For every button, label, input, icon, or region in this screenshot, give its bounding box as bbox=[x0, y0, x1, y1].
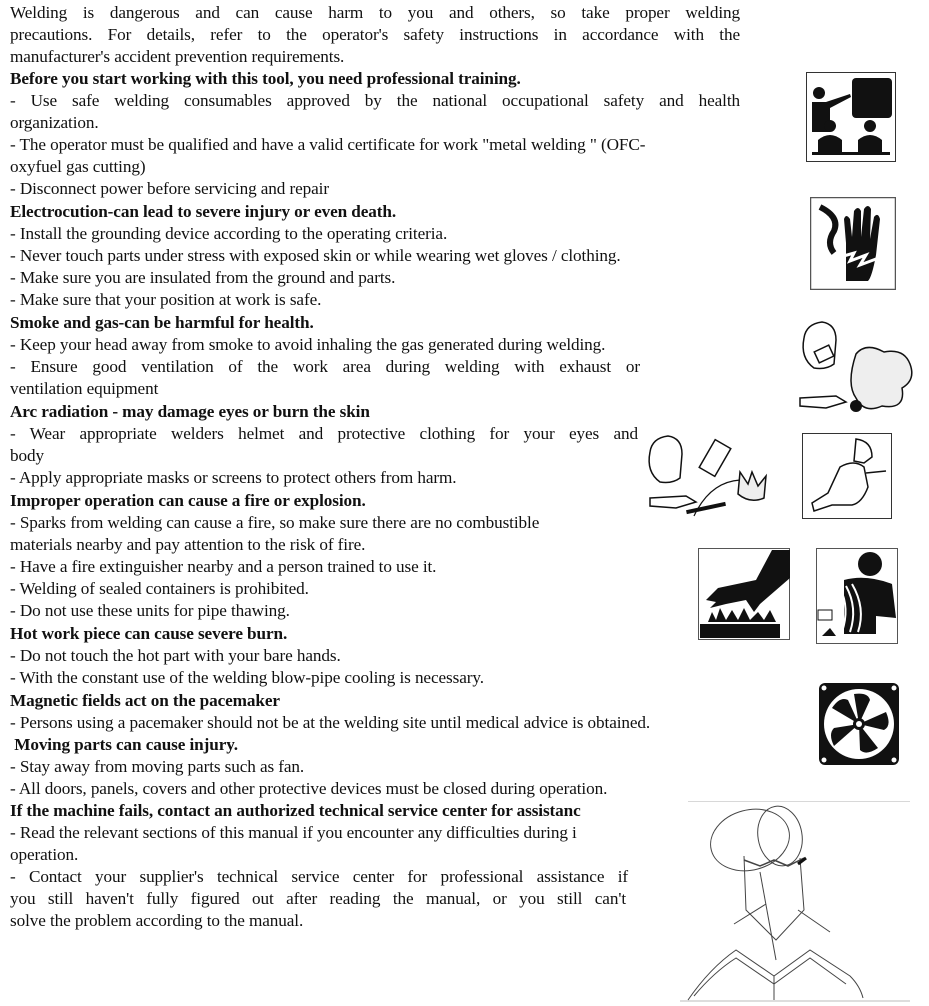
intro-line: Welding is dangerous and can cause harm to you and others, so take proper welding bbox=[10, 3, 740, 22]
pacemaker-magnetic-field-icon bbox=[816, 548, 898, 644]
section-line: - Read the relevant sections of this manual if you encounter any difficulties during i bbox=[10, 823, 577, 842]
section-line: - With the constant use of the welding blow-pipe cooling is necessary. bbox=[10, 668, 484, 687]
section-line: - Do not use these units for pipe thawing. bbox=[10, 601, 290, 620]
section-line: - Make sure that your position at work is safe. bbox=[10, 290, 322, 309]
section-heading-training: Before you start working with this tool, you need professional training. bbox=[10, 69, 521, 88]
section-line: - Make sure you are insulated from the ground and parts. bbox=[10, 268, 396, 287]
fan-moving-parts-icon bbox=[818, 682, 900, 766]
protective-clothing-welder-icon bbox=[802, 433, 892, 519]
section-line: organization. bbox=[10, 113, 99, 132]
section-line: - The operator must be qualified and have a valid certificate for work "metal welding " (OFC- bbox=[10, 135, 646, 154]
section-line: operation. bbox=[10, 845, 79, 864]
training-icon bbox=[806, 72, 896, 162]
section-line: - Apply appropriate masks or screens to protect others from harm. bbox=[10, 468, 457, 487]
section-line: - All doors, panels, covers and other protective devices must be closed during operation. bbox=[10, 779, 608, 798]
section-line: - Never touch parts under stress with exposed skin or while wearing wet gloves / clothing. bbox=[10, 246, 621, 265]
section-line: solve the problem according to the manual. bbox=[10, 911, 304, 930]
section-line: - Disconnect power before servicing and repair bbox=[10, 179, 329, 198]
section-line: - Use safe welding consumables approved by the national occupational safety and health bbox=[10, 91, 740, 110]
section-heading-arc-radiation: Arc radiation - may damage eyes or burn the skin bbox=[10, 402, 370, 421]
section-heading-hot-workpiece: Hot work piece can cause severe burn. bbox=[10, 624, 288, 643]
section-heading-electrocution: Electrocution-can lead to severe injury or even death. bbox=[10, 202, 397, 221]
section-line: - Install the grounding device according to the operating criteria. bbox=[10, 224, 448, 243]
section-line: - Persons using a pacemaker should not be at the welding site until medical advice is obtained. bbox=[10, 713, 651, 732]
section-line: - Welding of sealed containers is prohibited. bbox=[10, 579, 309, 598]
section-line: materials nearby and pay attention to the risk of fire. bbox=[10, 535, 366, 554]
electric-shock-hand-icon bbox=[810, 197, 896, 290]
section-line: you still haven't fully figured out after reading the manual, or you still can't bbox=[10, 889, 626, 908]
section-line: ventilation equipment bbox=[10, 379, 159, 398]
hot-workpiece-hand-icon bbox=[698, 548, 790, 640]
section-heading-pacemaker: Magnetic fields act on the pacemaker bbox=[10, 691, 280, 710]
section-heading-moving-parts: Moving parts can cause injury. bbox=[10, 735, 238, 754]
intro-line: manufacturer's accident prevention requirements. bbox=[10, 47, 345, 66]
section-line: - Keep your head away from smoke to avoid inhaling the gas generated during welding. bbox=[10, 335, 606, 354]
section-line: oxyfuel gas cutting) bbox=[10, 157, 146, 176]
section-line: - Have a fire extinguisher nearby and a person trained to use it. bbox=[10, 557, 437, 576]
intro-line: precautions. For details, refer to the operator's safety instructions in accordance with the bbox=[10, 25, 740, 44]
section-line: - Ensure good ventilation of the work area during welding with exhaust or bbox=[10, 357, 640, 376]
section-line: body bbox=[10, 446, 44, 465]
section-heading-service: If the machine fails, contact an authorized technical service center for assistanc bbox=[10, 801, 581, 820]
section-heading-smoke-gas: Smoke and gas-can be harmful for health. bbox=[10, 313, 314, 332]
section-line: - Stay away from moving parts such as fan. bbox=[10, 757, 305, 776]
section-heading-fire-explosion: Improper operation can cause a fire or explosion. bbox=[10, 491, 366, 510]
reading-manual-icon bbox=[680, 800, 910, 1006]
section-line: - Wear appropriate welders helmet and protective clothing for your eyes and bbox=[10, 424, 638, 443]
welding-fumes-icon bbox=[786, 318, 926, 418]
section-line: - Do not touch the hot part with your bare hands. bbox=[10, 646, 341, 665]
section-line: - Contact your supplier's technical service center for professional assistance if bbox=[10, 867, 628, 886]
welding-sparks-fire-icon bbox=[640, 432, 790, 527]
section-line: - Sparks from welding can cause a fire, so make sure there are no combustible bbox=[10, 513, 540, 532]
